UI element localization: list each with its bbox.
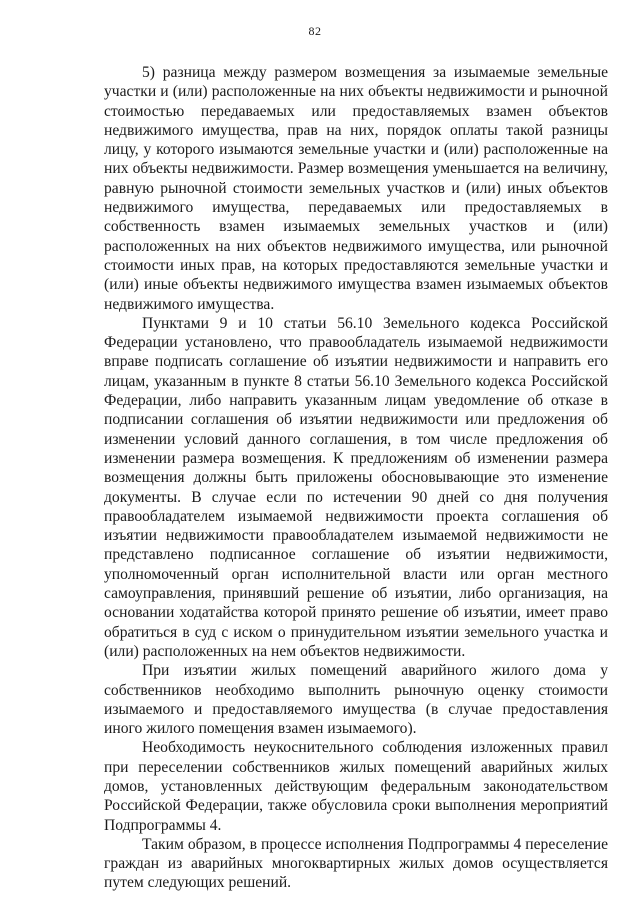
paragraph-compensation-difference: 5) разница между размером возмещения за изымаемые земельные участки и (или) расположенные на них объекты недвижимости и рыночной стоимостью передаваемых или предоставляемых взамен объектов недвижимого имущества, прав на них, порядок оплаты такой разницы лицу, у которого изымаются земельные участки и (или) расположенные на них объекты недвижимости. Размер возмещения уменьшается на величину, равную рыночной стоимости земельных участков и (или) иных объектов недвижимого имущества, передаваемых или предоставляемых в собственность взамен изымаемых земельных участков и (или) расположенных на них объектов недвижимого имущества, или рыночной стоимости иных прав, на которых предоставляются земельные участки и (или) иные объекты недвижимого имущества взамен изымаемых объектов недвижимого имущества. bbox=[104, 64, 608, 313]
paragraph-compliance-rules: Необходимость неукоснительного соблюдения изложенных правил при переселении собственников жилых помещений аварийных жилых домов, установленных действующим федеральным законодательством Российской Федерации, также обусловила сроки выполнения мероприятий Подпрограммы 4. bbox=[104, 739, 608, 834]
page-number: 82 bbox=[308, 24, 322, 38]
paragraph-land-code-article: Пунктами 9 и 10 статьи 56.10 Земельного кодекса Российской Федерации установлено, что правообладатель изымаемой недвижимости вправе подписать соглашение об изъятии недвижимости и направить его лицам, указанным в пункте 8 статьи 56.10 Земельного кодекса Российской Федерации, либо направить указанным лицам уведомление об отказе в подписании соглашения об изъятии недвижимости или предложения об изменении условий данного соглашения, в том числе предложения об изменении размера возмещения. К предложениям об изменении размера возмещения должны быть приложены обосновывающие это изменение документы. В случае если по истечении 90 дней со дня получения правообладателем изымаемой недвижимости проекта соглашения об изъятии недвижимости правообладателем изымаемой недвижимости не представлено подписанное соглашение об изъятии недвижимости, уполномоченный орган исполнительной власти или орган местного самоуправления, принявший решение об изъятии, либо организация, на основании ходатайства которой принято решение об изъятии, имеет право обратиться в суд с иском о принудительном изъятии земельного участка и (или) расположенных на нем объектов недвижимости. bbox=[104, 314, 608, 660]
paragraph-resettlement-decisions: Таким образом, в процессе исполнения Подпрограммы 4 переселение граждан из аварийных многоквартирных жилых домов осуществляется путем следующих решений. bbox=[104, 835, 608, 892]
document-body bbox=[104, 63, 608, 893]
paragraph-market-valuation: При изъятии жилых помещений аварийного жилого дома у собственников необходимо выполнить рыночную оценку стоимости изымаемого и предоставляемого имущества (в случае предоставления иного жилого помещения взамен изымаемого). bbox=[104, 662, 608, 738]
